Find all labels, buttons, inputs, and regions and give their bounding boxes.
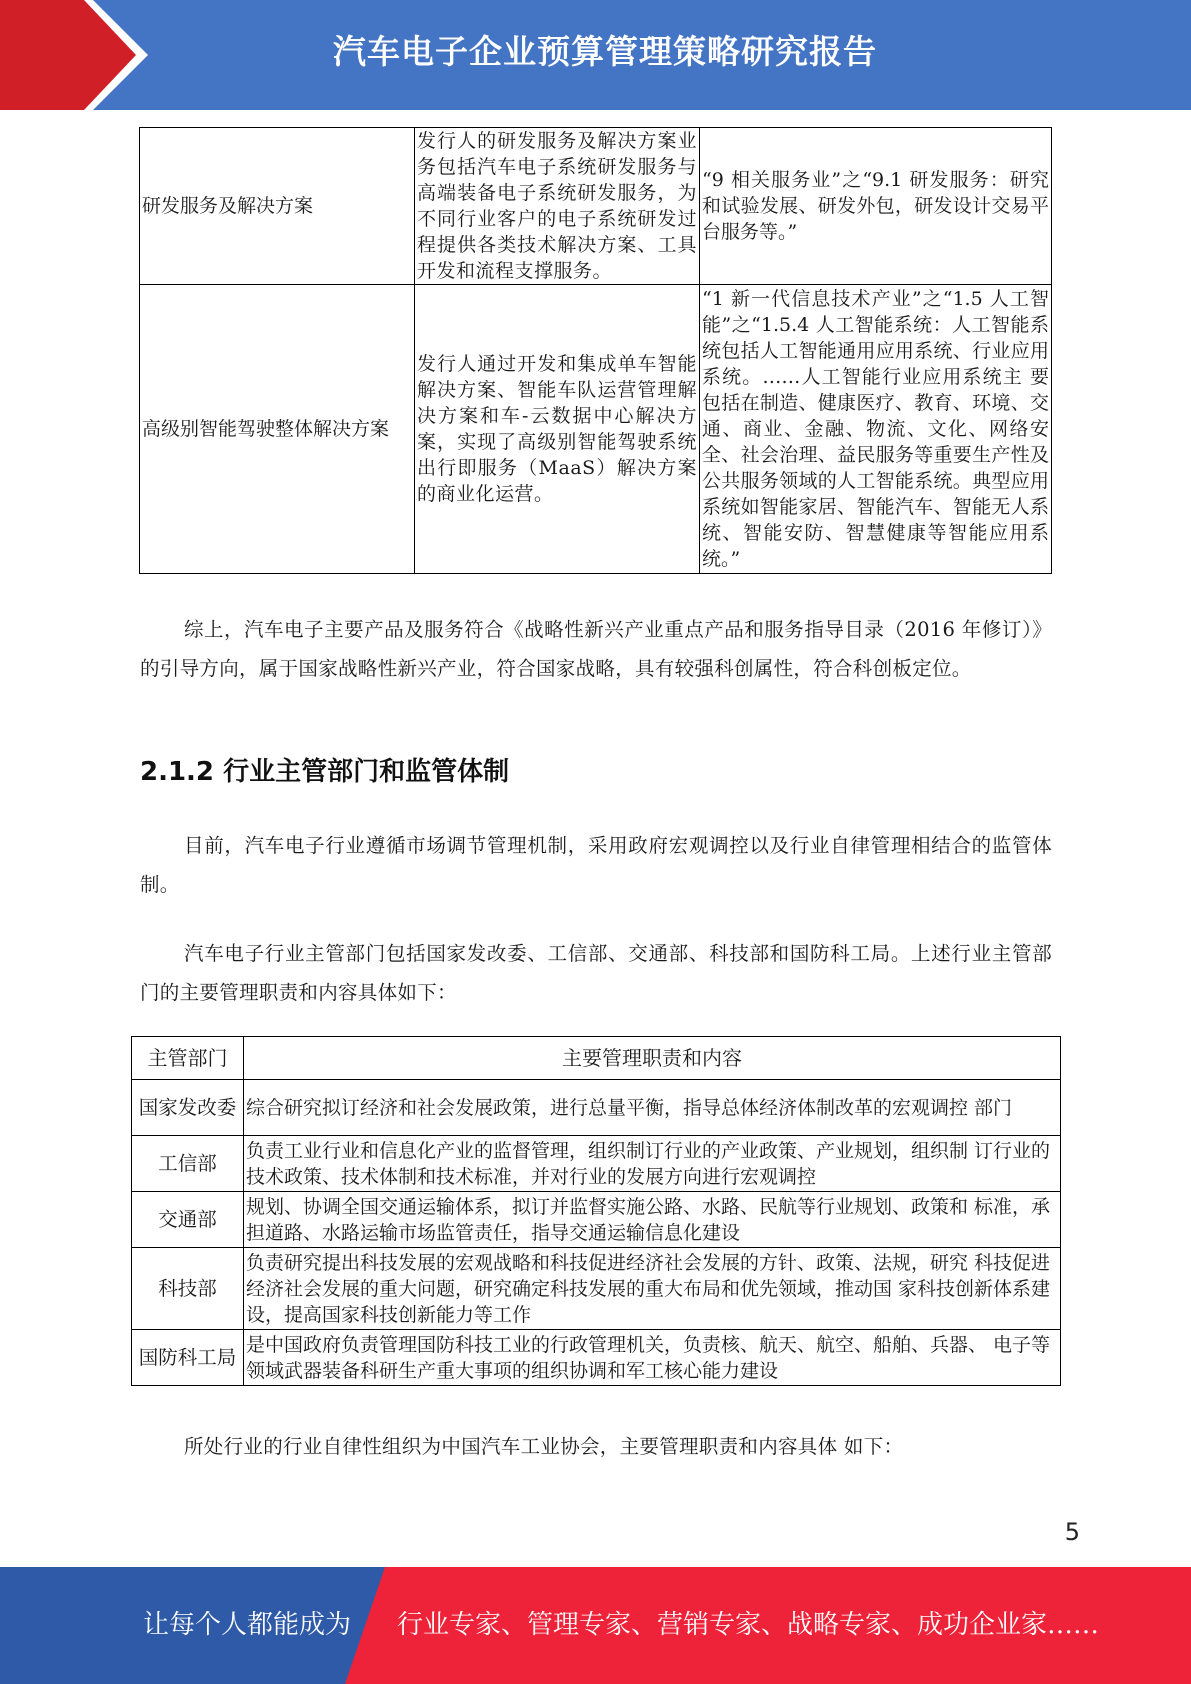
category-cell: “1 新一代信息技术产业”之“1.5 人工智能”之“1.5.4 人工智能系统：人工智能系统包括人工智能通用应用系统、行业应用系统。……人工智能行业应用系统主 要包括在制造、健康医疗、教育、环境、交通、商业、金融、物流、文化、网络安全、社会治理、益民服务等重要生产性及公共服务领域的人工智能系统。典型应用系统如智能家居、智能汽车、智能无人系统、智能安防、智慧健康等智能应用系统。” (700, 285, 1052, 574)
product-name-cell: 研发服务及解决方案 (140, 128, 415, 285)
dept-cell: 国家发改委 (132, 1080, 244, 1136)
duty-cell: 综合研究拟订经济和社会发展政策，进行总量平衡，指导总体经济体制改革的宏观调控 部门 (244, 1080, 1061, 1136)
table-row (140, 128, 1052, 285)
footer-slogan-right: 行业专家、管理专家、营销专家、战略专家、成功企业家…… (397, 1610, 1100, 1640)
column-header-duty: 主要管理职责和内容 (244, 1037, 1061, 1080)
body-paragraph: 目前，汽车电子行业遵循市场调节管理机制，采用政府宏观调控以及行业自律管理相结合的监管体制。 (140, 834, 1052, 896)
body-paragraph: 所处行业的行业自律性组织为中国汽车工业协会，主要管理职责和内容具体 如下： (184, 1435, 904, 1458)
report-title: 汽车电子企业预算管理策略研究报告 (333, 32, 877, 71)
product-desc-cell: 发行人的研发服务及解决方案业务包括汽车电子系统研发服务与高端装备电子系统研发服务，为不同行业客户的电子系统研发过程提供各类技术解决方案、工具开发和流程支撑服务。 (415, 128, 700, 285)
table-row (132, 1192, 1061, 1248)
dept-cell: 国防科工局 (132, 1330, 244, 1386)
dept-cell: 工信部 (132, 1136, 244, 1192)
table-row (132, 1080, 1061, 1136)
regulator-table (131, 1036, 1061, 1386)
table-row (132, 1136, 1061, 1192)
table-row (140, 285, 1052, 574)
product-desc-cell: 发行人通过开发和集成单车智能解决方案、智能车队运营管理解决方案和车-云数据中心解决方案，实现了高级别智能驾驶系统出行即服务（MaaS）解决方案的商业化运营。 (415, 285, 700, 574)
dept-cell: 科技部 (132, 1248, 244, 1330)
dept-cell: 交通部 (132, 1192, 244, 1248)
page-header (0, 0, 1191, 110)
duty-cell: 负责工业行业和信息化产业的监督管理，组织制订行业的产业政策、产业规划，组织制 订行业的技术政策、技术体制和技术标准，并对行业的发展方向进行宏观调控 (244, 1136, 1061, 1192)
table-row (132, 1248, 1061, 1330)
classification-table (139, 127, 1052, 574)
page-footer (0, 1567, 1191, 1684)
section-heading: 2.1.2 行业主管部门和监管体制 (140, 757, 510, 787)
table-row (132, 1330, 1061, 1386)
product-name-cell: 高级别智能驾驶整体解决方案 (140, 285, 415, 574)
page-number: 5 (1064, 1518, 1080, 1546)
duty-cell: 负责研究提出科技发展的宏观战略和科技促进经济社会发展的方针、政策、法规，研究 科技促进经济社会发展的重大问题，研究确定科技发展的重大布局和优先领域，推动国 家科技创新体系建设，提高国家科技创新能力等工作 (244, 1248, 1061, 1330)
body-paragraph: 汽车电子行业主管部门包括国家发改委、工信部、交通部、科技部和国防科工局。上述行业主管部门的主要管理职责和内容具体如下： (140, 942, 1052, 1004)
summary-paragraph: 综上，汽车电子主要产品及服务符合《战略性新兴产业重点产品和服务指导目录（2016 年修订）》的引导方向，属于国家战略性新兴产业，符合国家战略，具有较强科创属性，符合科创板定位。 (140, 618, 1052, 680)
category-cell: “9 相关服务业”之“9.1 研发服务：研究和试验发展、研发外包，研发设计交易平台服务等。” (700, 128, 1052, 285)
table-header-row (132, 1037, 1061, 1080)
duty-cell: 是中国政府负责管理国防科技工业的行政管理机关，负责核、航天、航空、船舶、兵器、 电子等领域武器装备科研生产重大事项的组织协调和军工核心能力建设 (244, 1330, 1061, 1386)
column-header-dept: 主管部门 (132, 1037, 244, 1080)
duty-cell: 规划、协调全国交通运输体系，拟订并监督实施公路、水路、民航等行业规划、政策和 标准，承担道路、水路运输市场监管责任，指导交通运输信息化建设 (244, 1192, 1061, 1248)
footer-slogan-left: 让每个人都能成为 (143, 1610, 352, 1640)
